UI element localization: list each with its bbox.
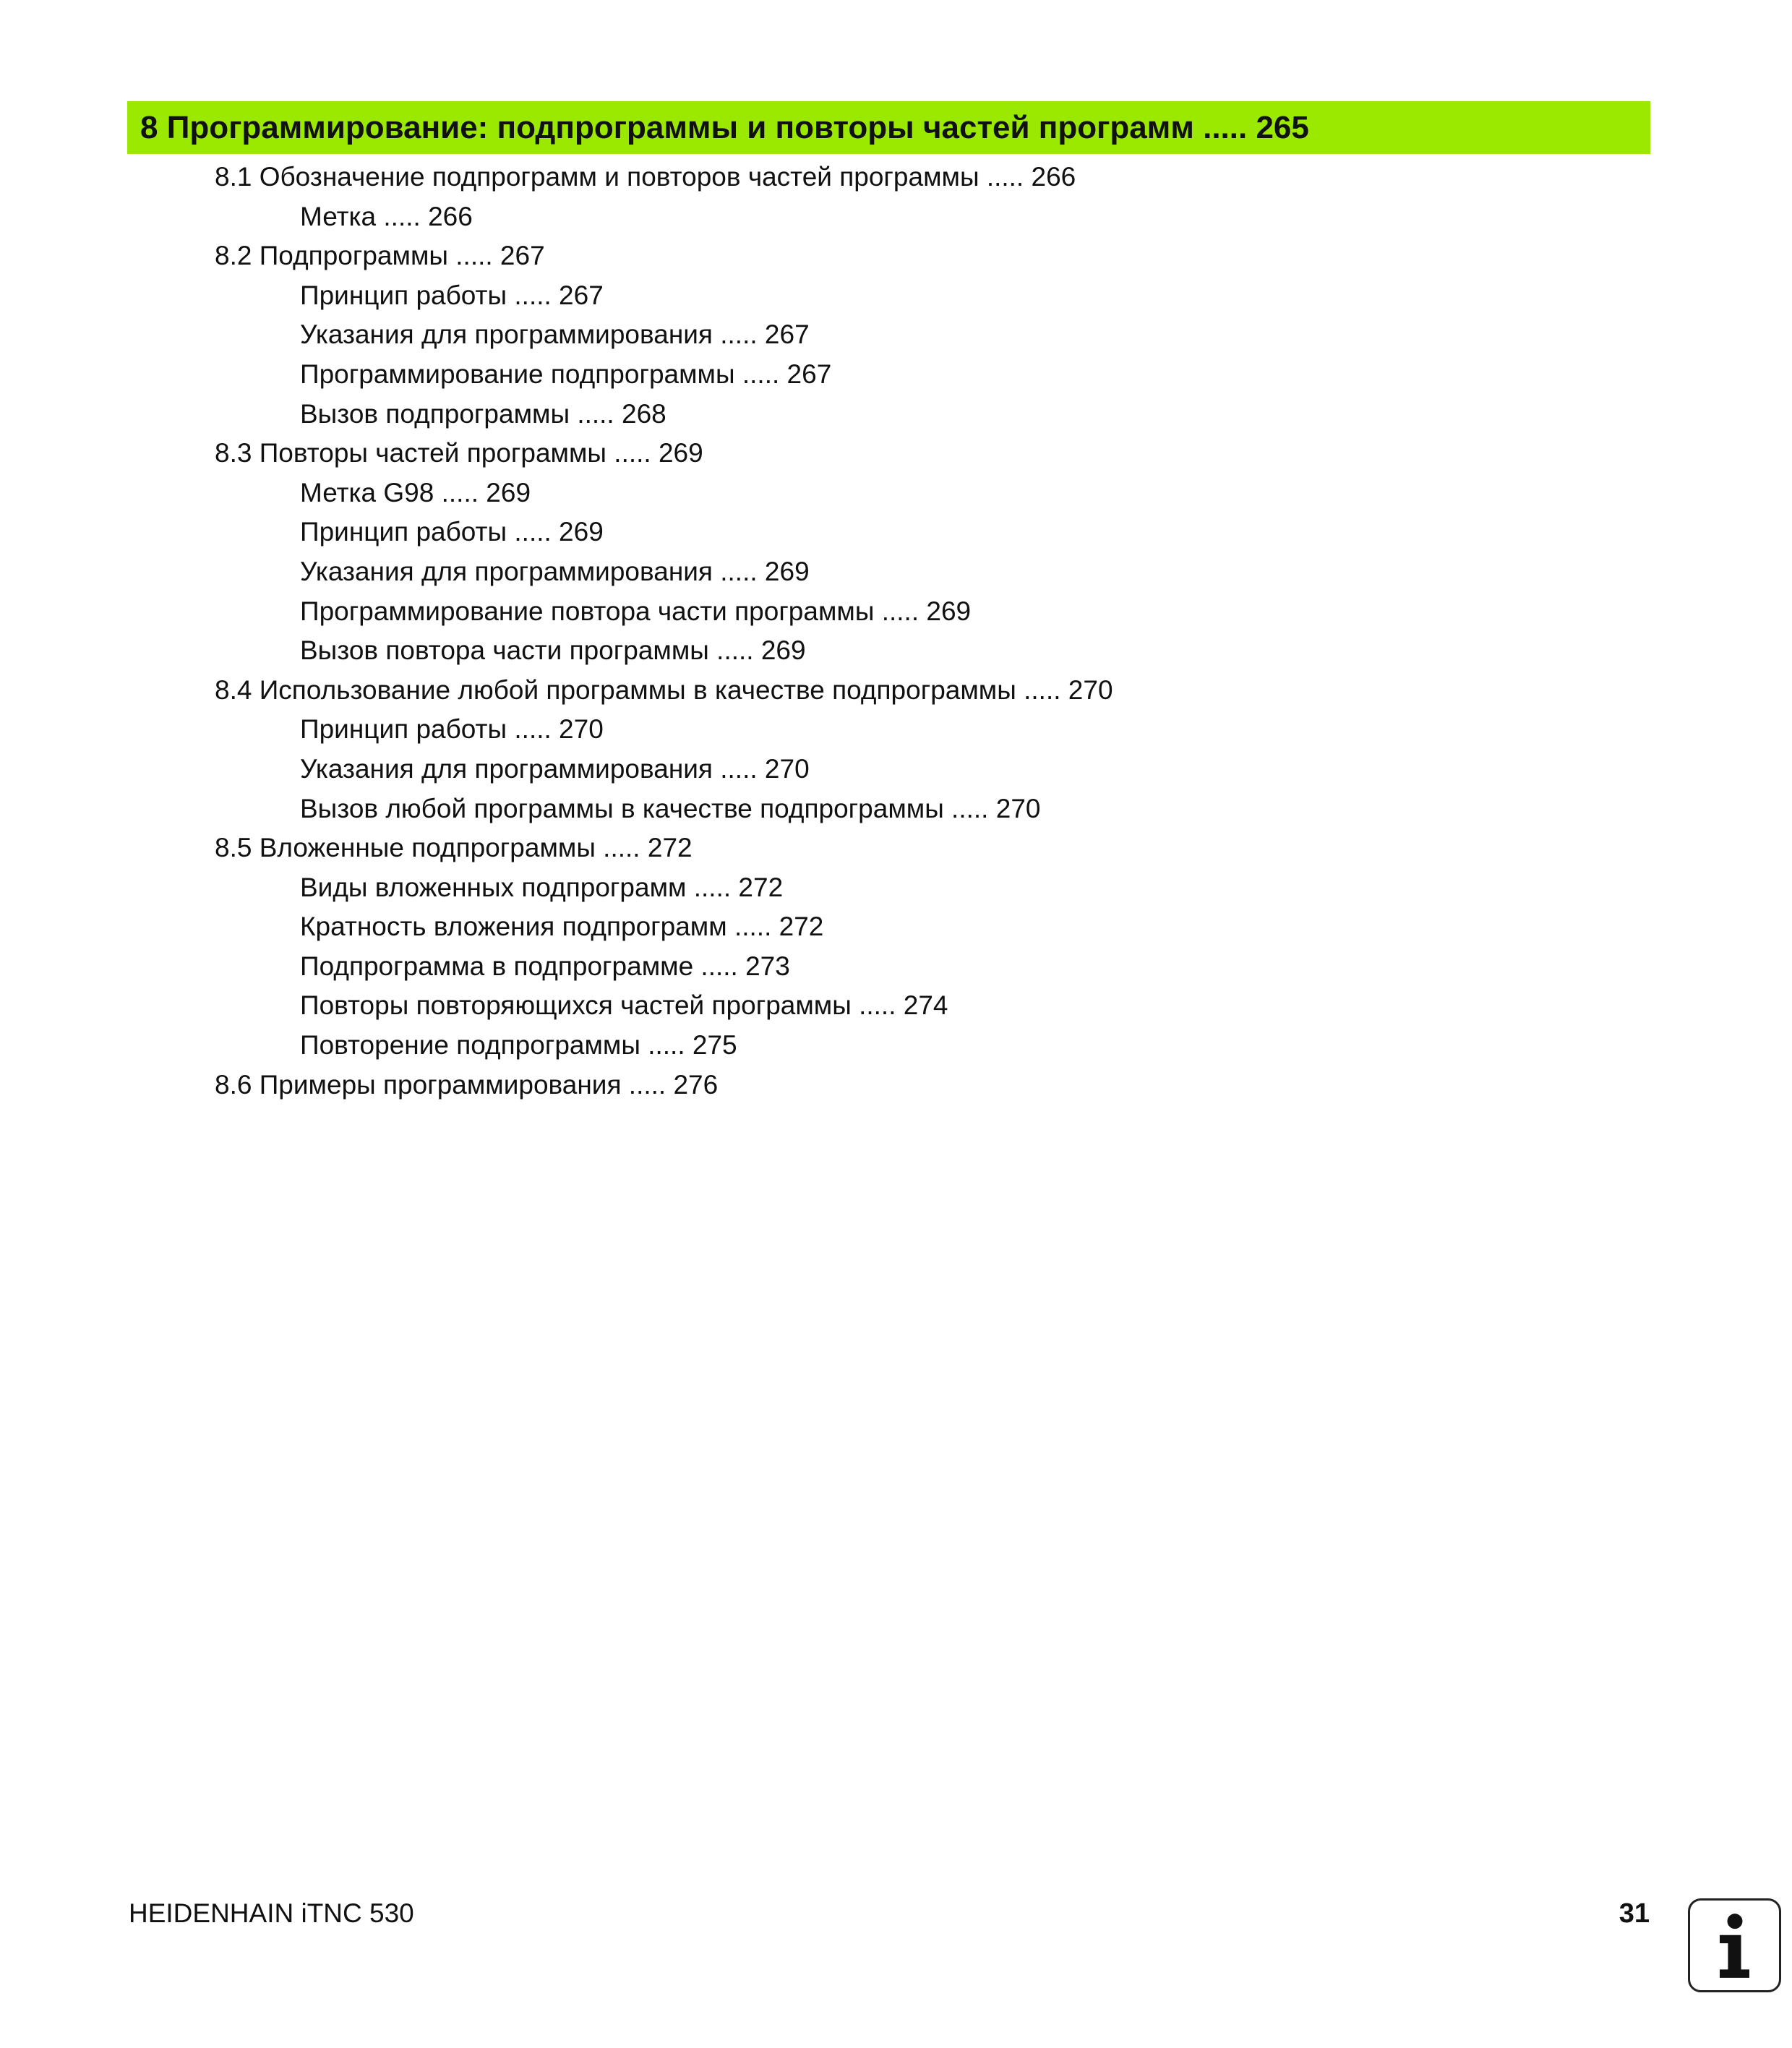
toc-entry-text: Принцип работы ..... 269 bbox=[300, 517, 604, 547]
toc-entry[interactable] bbox=[0, 395, 1792, 434]
toc-entry-text: Указания для программирования ..... 270 bbox=[300, 753, 810, 784]
toc-entry[interactable] bbox=[0, 907, 1792, 947]
toc-entry-text: Виды вложенных подпрограмм ..... 272 bbox=[300, 872, 784, 902]
toc-entry[interactable] bbox=[0, 947, 1792, 987]
table-of-contents bbox=[0, 158, 1792, 1105]
toc-entry[interactable] bbox=[0, 710, 1792, 750]
info-icon[interactable] bbox=[1688, 1898, 1781, 1992]
toc-entry[interactable] bbox=[0, 789, 1792, 829]
footer-brand: HEIDENHAIN iTNC 530 bbox=[129, 1898, 414, 1928]
toc-entry[interactable] bbox=[0, 513, 1792, 552]
toc-entry-text: 8.4 Использование любой программы в качестве подпрограммы ..... 270 bbox=[215, 674, 1113, 705]
toc-entry[interactable] bbox=[0, 434, 1792, 474]
toc-entry-text: Принцип работы ..... 270 bbox=[300, 714, 604, 745]
toc-entry-text: 8.3 Повторы частей программы ..... 269 bbox=[215, 438, 703, 468]
toc-entry-text: Вызов подпрограммы ..... 268 bbox=[300, 398, 666, 429]
toc-entry-text: Подпрограмма в подпрограмме ..... 273 bbox=[300, 951, 790, 981]
toc-entry[interactable] bbox=[0, 315, 1792, 355]
toc-entry-text: Кратность вложения подпрограмм ..... 272 bbox=[300, 912, 824, 942]
toc-entry[interactable] bbox=[0, 828, 1792, 868]
chapter-banner bbox=[127, 101, 1650, 154]
toc-entry[interactable] bbox=[0, 750, 1792, 789]
page-number: 31 bbox=[1619, 1898, 1650, 1929]
toc-entry[interactable] bbox=[0, 631, 1792, 671]
toc-entry[interactable] bbox=[0, 276, 1792, 316]
toc-entry[interactable] bbox=[0, 355, 1792, 395]
toc-entry[interactable] bbox=[0, 1026, 1792, 1066]
chapter-title[interactable]: 8 Программирование: подпрограммы и повторы частей программ ..... 265 bbox=[140, 109, 1309, 145]
toc-entry[interactable] bbox=[0, 197, 1792, 237]
toc-entry-text: 8.2 Подпрограммы ..... 267 bbox=[215, 241, 545, 271]
toc-entry[interactable] bbox=[0, 868, 1792, 908]
toc-entry-text: Метка G98 ..... 269 bbox=[300, 477, 531, 507]
toc-entry[interactable] bbox=[0, 158, 1792, 197]
toc-entry-text: Принцип работы ..... 267 bbox=[300, 280, 604, 310]
toc-entry-text: Указания для программирования ..... 269 bbox=[300, 556, 810, 586]
toc-entry-text: Повторы повторяющихся частей программы ..... 274 bbox=[300, 990, 948, 1021]
toc-entry[interactable] bbox=[0, 592, 1792, 632]
toc-entry-text: Программирование подпрограммы ..... 267 bbox=[300, 359, 832, 389]
toc-entry-text: Указания для программирования ..... 267 bbox=[300, 320, 810, 350]
toc-entry[interactable] bbox=[0, 1066, 1792, 1105]
toc-entry[interactable] bbox=[0, 986, 1792, 1026]
toc-entry-text: Вызов повтора части программы ..... 269 bbox=[300, 635, 806, 666]
toc-entry-text: 8.6 Примеры программирования ..... 276 bbox=[215, 1069, 719, 1100]
toc-entry-text: 8.5 Вложенные подпрограммы ..... 272 bbox=[215, 833, 693, 863]
toc-entry[interactable] bbox=[0, 236, 1792, 276]
toc-entry[interactable] bbox=[0, 552, 1792, 592]
toc-entry-text: Метка ..... 266 bbox=[300, 201, 473, 231]
toc-entry-text: 8.1 Обозначение подпрограмм и повторов частей программы ..... 266 bbox=[215, 162, 1076, 192]
toc-entry-text: Программирование повтора части программы ..... 269 bbox=[300, 596, 972, 626]
toc-entry[interactable] bbox=[0, 671, 1792, 711]
toc-entry[interactable] bbox=[0, 474, 1792, 513]
info-icon-glyph bbox=[1690, 1901, 1779, 1990]
toc-entry-text: Вызов любой программы в качестве подпрограммы ..... 270 bbox=[300, 793, 1041, 823]
toc-entry-text: Повторение подпрограммы ..... 275 bbox=[300, 1030, 737, 1061]
